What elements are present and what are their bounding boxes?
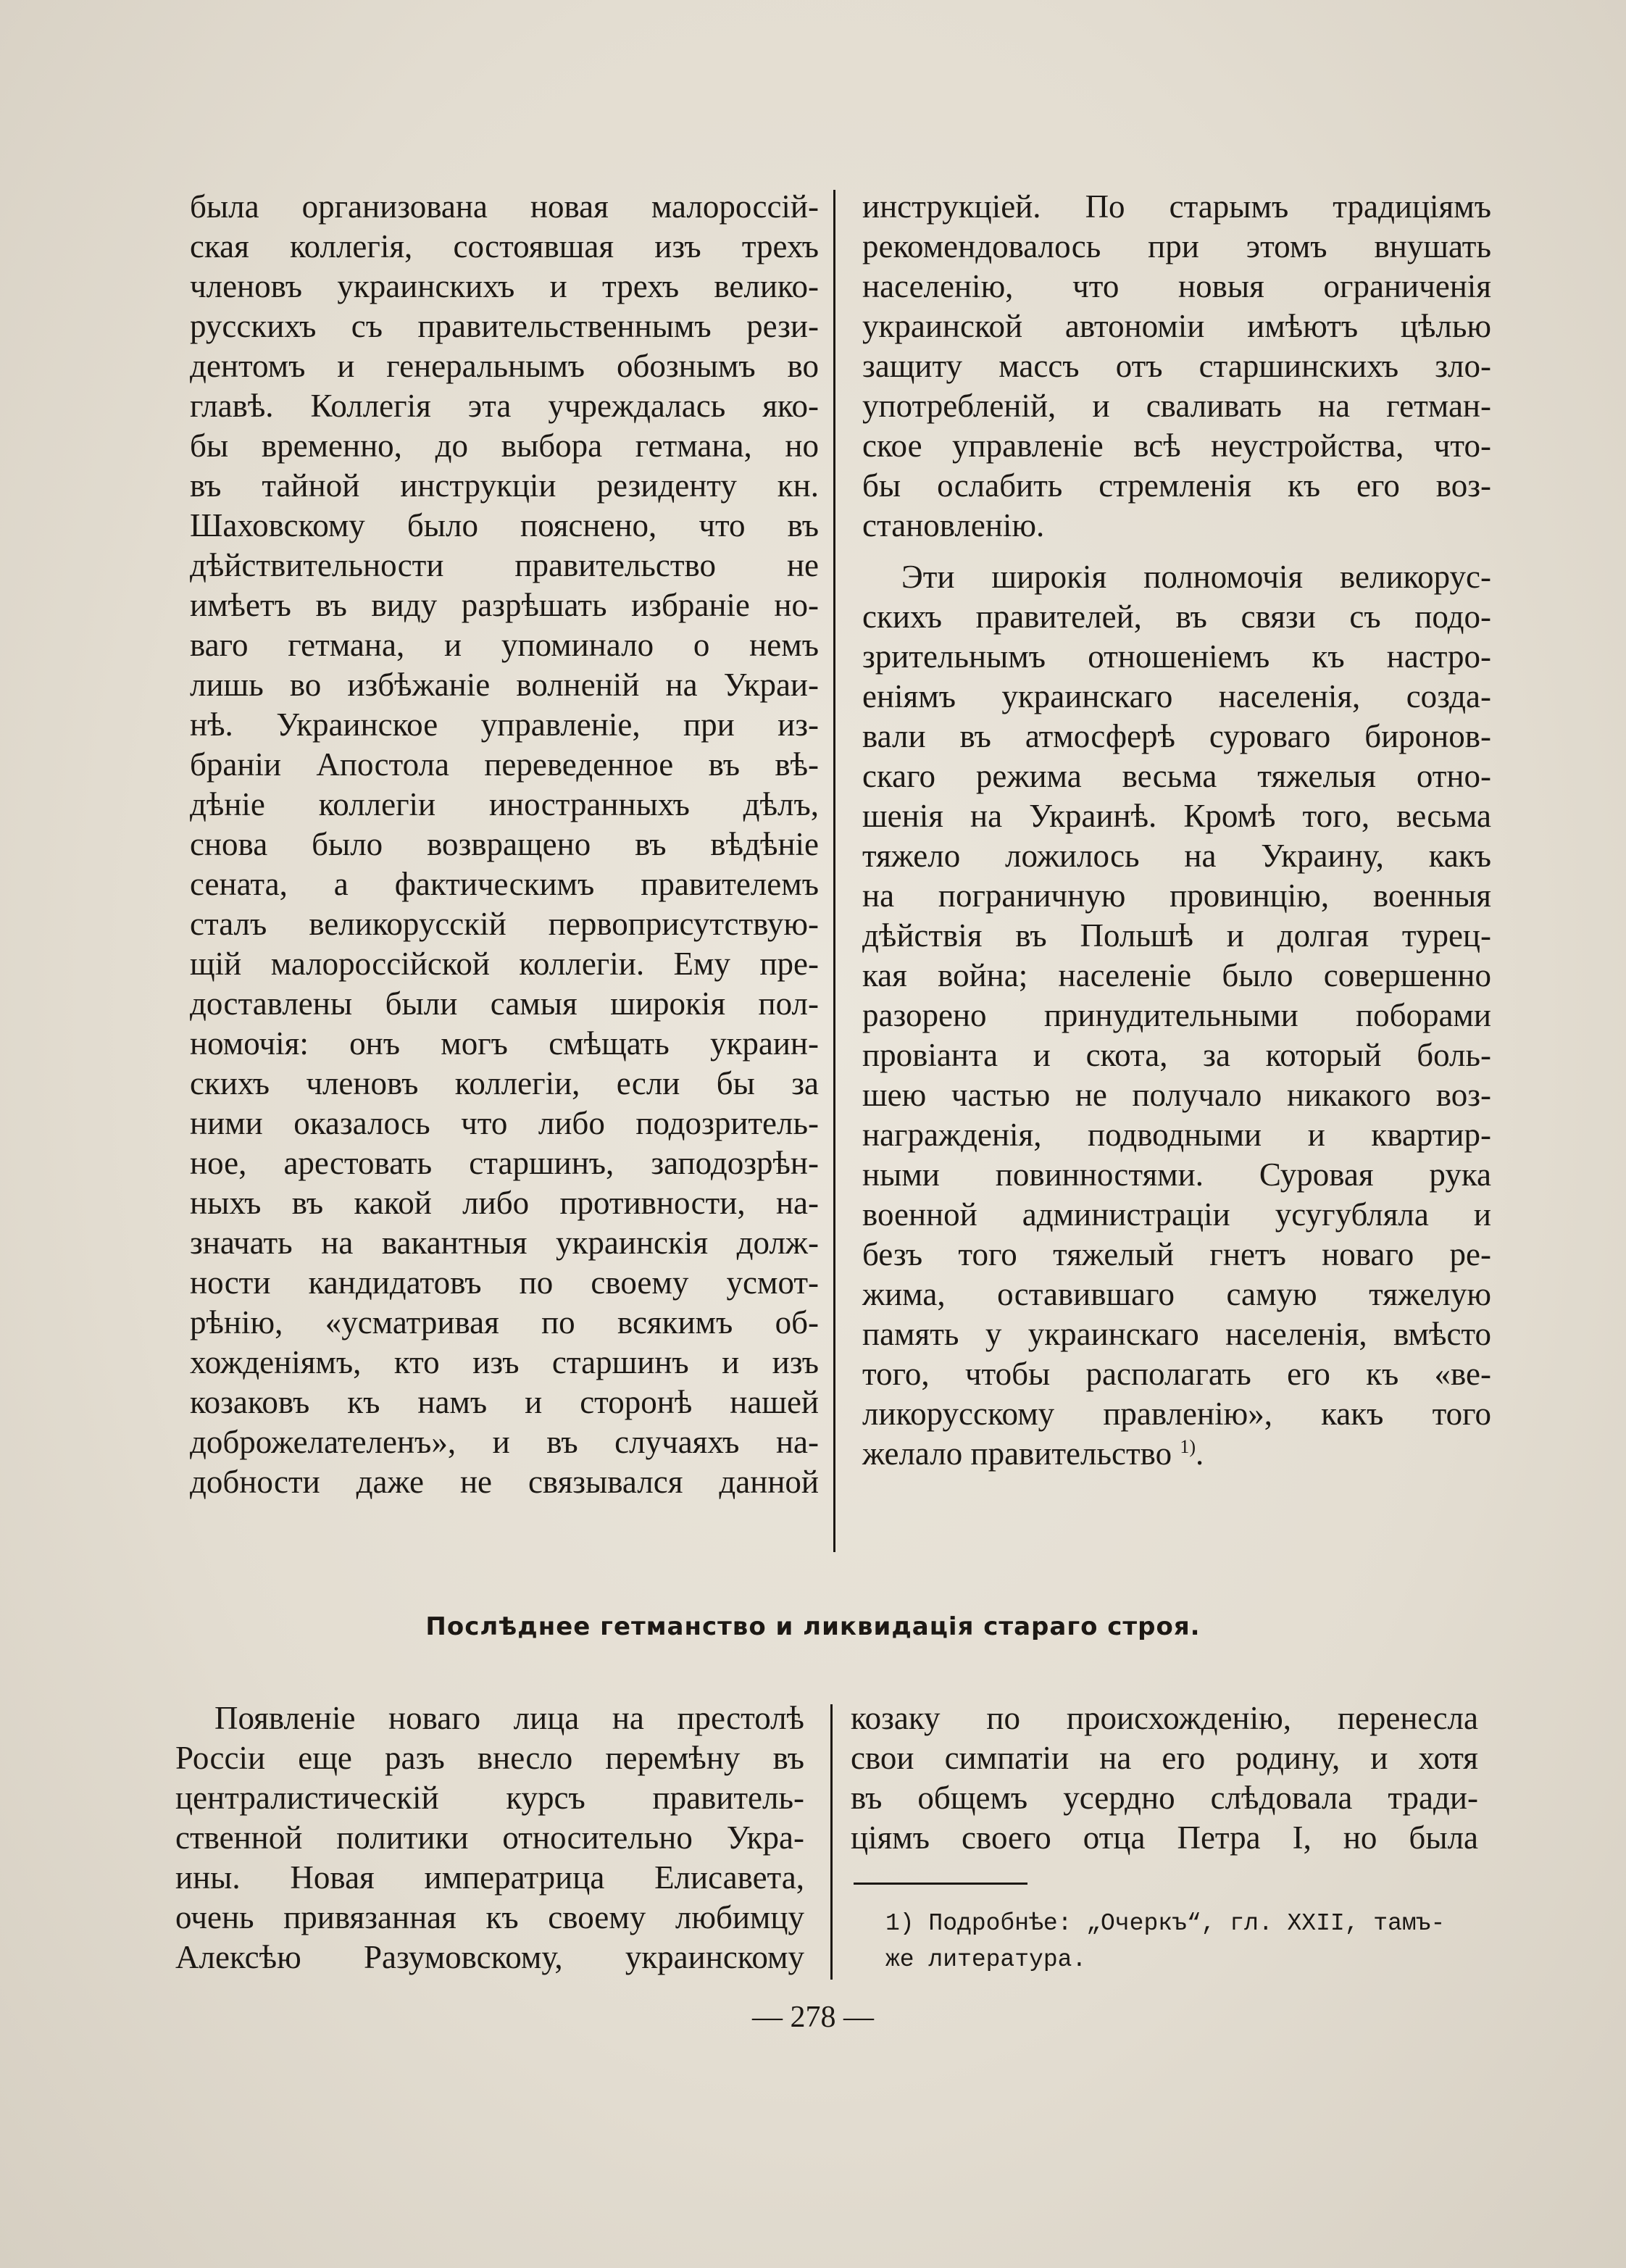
text-line: дентомъ и генеральнымъ обознымъ во [190,348,819,384]
text-line: лишь во избѣжаніе волненій на Украи- [190,667,819,703]
text-line: ваго гетмана, и упоминало о немъ [190,627,819,663]
text-line: очень привязанная къ своему любимцу [175,1899,804,1935]
text-line: провіанта и скота, за который боль- [862,1037,1491,1073]
text-line: дѣйствительности правительство не [190,547,819,583]
text-line: ціямъ своего отца Петра I, но была [851,1819,1478,1856]
text-line: сената, а фактическимъ правителемъ [190,866,819,902]
text-line: хожденіямъ, кто изъ старшинъ и изъ [190,1344,819,1380]
text-line: ское управленіе всѣ неустройства, что- [862,428,1491,464]
text-line [862,1434,1491,1474]
text-line: память у украинскаго населенія, вмѣсто [862,1316,1491,1352]
text-line: военной администраціи усугубляла и [862,1196,1491,1233]
column-top-left [190,187,819,1502]
text-line: кая война; населеніе было совершенно [862,957,1491,993]
text-line: Появленіе новаго лица на престолѣ [214,1700,804,1736]
text-line: нѣ. Украинское управленіе, при из- [190,706,819,743]
text-line: въ общемъ усердно слѣдовала тради- [851,1780,1478,1816]
text-line: ская коллегія, состоявшая изъ трехъ [190,228,819,264]
text-line: ное, арестовать старшинъ, заподозрѣн- [190,1145,819,1181]
footnote [885,1906,1480,1978]
text-line: ными повинностями. Суровая рука [862,1156,1491,1193]
text-line: ины. Новая императрица Елисавета, [175,1859,804,1896]
column-bottom-left [175,1698,804,1977]
text-line: еніямъ украинскаго населенія, созда- [862,678,1491,714]
column-bottom-right [851,1698,1478,1858]
text-line: дѣніе коллегіи иностранныхъ дѣлъ, [190,786,819,822]
text-line: дѣйствія въ Польшѣ и долгая турец- [862,917,1491,954]
text-line: была организована новая малороссій- [190,188,819,225]
text-line: членовъ украинскихъ и трехъ велико- [190,268,819,304]
text-line: имѣетъ въ виду разрѣшать избраніе но- [190,587,819,623]
column-divider-bottom [830,1704,833,1980]
text-line: ственной политики относительно Укра- [175,1819,804,1856]
text-line: употребленій, и сваливать на гетман- [862,388,1491,424]
text-line: рекомендовалось при этомъ внушать [862,228,1491,264]
text-line: добности даже не связывался данной [190,1464,819,1500]
text-line: инструкціей. По старымъ традиціямъ [862,188,1491,225]
text-line: защиту массъ отъ старшинскихъ зло- [862,348,1491,384]
text-line: Шаховскому было пояснено, что въ [190,507,819,543]
text-line: бы ослабить стремленія къ его воз- [862,467,1491,504]
text-run: желало правительство [862,1435,1172,1472]
text-line: населенію, что новыя ограниченія [862,268,1491,304]
text-line: ности кандидатовъ по своему усмот- [190,1264,819,1301]
text-line: браніи Апостола переведенное въ вѣ- [190,746,819,783]
text-line: козаковъ къ намъ и сторонѣ нашей [190,1384,819,1420]
section-heading: Послѣднее гетманство и ликвидація стараго строя. [425,1612,1201,1641]
text-line: того, чтобы располагать его къ «ве- [862,1356,1491,1392]
text-line: централистическій курсъ правитель- [175,1780,804,1816]
text-line: ныхъ въ какой либо противности, на- [190,1185,819,1221]
text-line: становленію. [862,507,1045,543]
text-line: номочія: онъ могъ смѣщать украин- [190,1025,819,1062]
text-line: шею частью не получало никакого воз- [862,1077,1491,1113]
footnote-rule [854,1883,1027,1885]
text-line: доставлены были самыя широкія пол- [190,985,819,1022]
text-line: щій малороссійской коллегіи. Ему пре- [190,946,819,982]
text-line: въ тайной инструкціи резиденту кн. [190,467,819,504]
text-line: ликорусскому правленію», какъ того [862,1396,1491,1432]
text-line: вали въ атмосферѣ суроваго биронов- [862,718,1491,754]
column-divider-top [833,190,835,1552]
paragraph-powers [862,557,1491,1434]
text-line: бы временно, до выбора гетмана, но [190,428,819,464]
text-line: разорено принудительными поборами [862,997,1491,1033]
text-line: зрительнымъ отношеніемъ къ настро- [862,638,1491,675]
text-line: Россіи еще разъ внесло перемѣну въ [175,1740,804,1776]
text-line: жима, оставившаго самую тяжелую [862,1276,1491,1312]
footnote-reference: 1) [1180,1436,1196,1457]
text-line: значать на вакантныя украинскія долж- [190,1225,819,1261]
text-line: снова было возвращено въ вѣдѣніе [190,826,819,862]
text-line: шенія на Украинѣ. Кромѣ того, весьма [862,798,1491,834]
column-top-right [862,187,1491,1474]
text-line: украинской автономіи имѣютъ цѣлью [862,308,1491,344]
text-line: Эти широкія полномочія великорус- [901,559,1491,595]
text-line: рѣнію, «усматривая по всякимъ об- [190,1304,819,1341]
footnote-line: 1) Подробнѣе: „Очеркъ“, гл. XXII, тамъ- [885,1910,1446,1937]
text-line: доброжелателенъ», и въ случаяхъ на- [190,1424,819,1460]
text-line: ними оказалось что либо подозритель- [190,1105,819,1141]
text-line: главѣ. Коллегія эта учреждалась яко- [190,388,819,424]
text-line: скихъ членовъ коллегіи, если бы за [190,1065,819,1101]
text-line: скаго режима весьма тяжелыя отно- [862,758,1491,794]
text-run: . [1196,1435,1204,1472]
page-number: — 278 — [752,2001,874,2034]
text-line: сталъ великорусскій первоприсутствую- [190,906,819,942]
text-line: скихъ правителей, въ связи съ подо- [862,599,1491,635]
text-line: тяжело ложилось на Украину, какъ [862,838,1491,874]
paragraph-continuation [862,187,1491,546]
text-line: награжденія, подводными и квартир- [862,1117,1491,1153]
text-line: русскихъ съ правительственнымъ рези- [190,308,819,344]
footnote-line: же литература. [885,1946,1087,1973]
text-line: на пограничную провинцію, военныя [862,877,1491,914]
text-line: свои симпатіи на его родину, и хотя [851,1740,1478,1776]
text-line: Алексѣю Разумовскому, украинскому [175,1939,804,1975]
text-line: безъ того тяжелый гнетъ новаго ре- [862,1236,1491,1272]
text-line: козаку по происхожденію, перенесла [851,1700,1478,1736]
